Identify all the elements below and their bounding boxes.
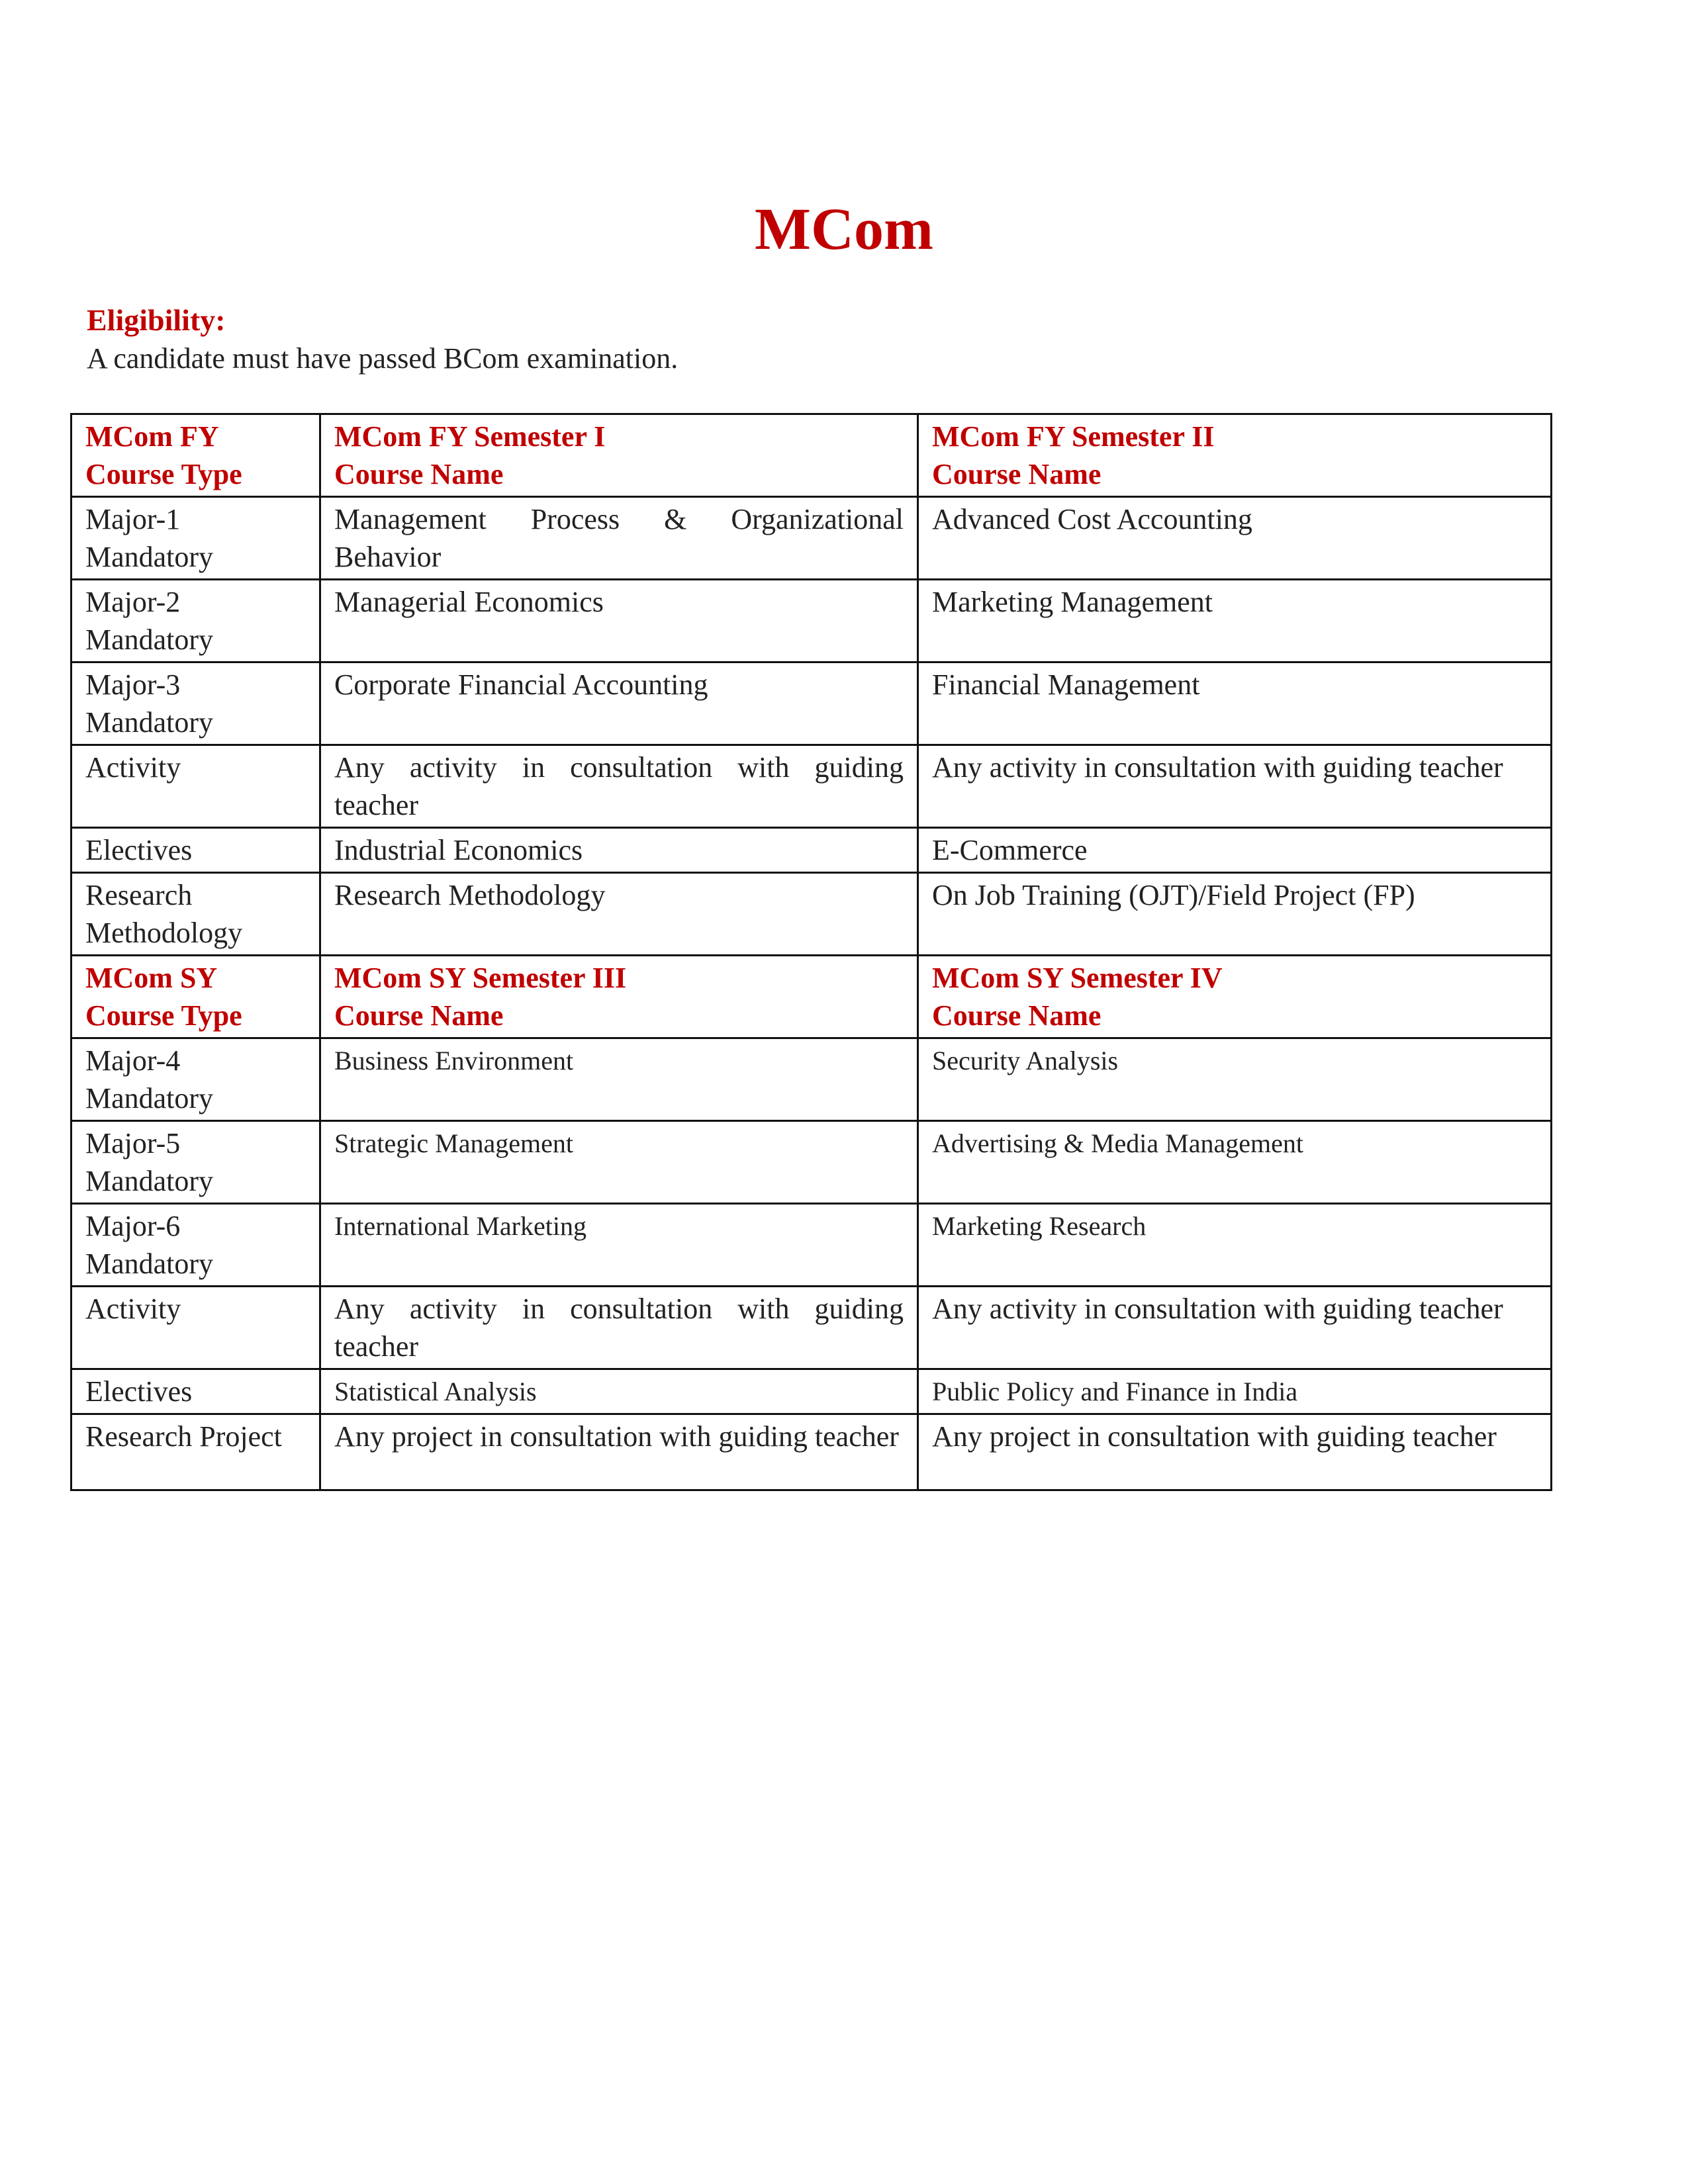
header-line: Course Name xyxy=(932,999,1102,1032)
course-type-cell: Research Methodology xyxy=(71,873,320,956)
eligibility-section xyxy=(87,301,1543,378)
course-name-cell: Any activity in consultation with guiding teacher xyxy=(320,745,918,828)
course-type-cell: Electives xyxy=(71,1369,320,1414)
table-row xyxy=(71,1121,1552,1204)
course-name-cell: Business Environment xyxy=(320,1038,918,1121)
eligibility-heading: Eligibility: xyxy=(87,303,226,337)
course-name-cell: Corporate Financial Accounting xyxy=(320,662,918,745)
course-name-cell: Marketing Research xyxy=(918,1204,1552,1287)
course-name-cell: International Marketing xyxy=(320,1204,918,1287)
course-name-cell: Public Policy and Finance in India xyxy=(918,1369,1552,1414)
table-row xyxy=(71,1204,1552,1287)
course-name-cell: Advanced Cost Accounting xyxy=(918,497,1552,580)
course-name-cell: Any project in consultation with guiding teacher xyxy=(918,1414,1552,1490)
course-name-cell: E-Commerce xyxy=(918,828,1552,873)
course-type-cell: Major-2 Mandatory xyxy=(71,580,320,662)
header-line: MCom SY xyxy=(85,962,218,994)
table-row xyxy=(71,745,1552,828)
course-type-cell: Major-3 Mandatory xyxy=(71,662,320,745)
course-name-cell: Research Methodology xyxy=(320,873,918,956)
course-type-cell: Activity xyxy=(71,745,320,828)
header-line: MCom SY Semester IV xyxy=(932,962,1223,994)
page-title: MCom xyxy=(755,197,933,262)
course-name-cell: On Job Training (OJT)/Field Project (FP) xyxy=(918,873,1552,956)
course-name-cell: Statistical Analysis xyxy=(320,1369,918,1414)
sy-header-row xyxy=(71,956,1552,1038)
course-name-cell: Any activity in consultation with guiding teacher xyxy=(918,745,1552,828)
header-line: MCom FY Semester I xyxy=(334,420,606,453)
course-name-cell: Any project in consultation with guiding teacher xyxy=(320,1414,918,1490)
course-name-cell: Any activity in consultation with guiding teacher xyxy=(320,1287,918,1369)
table-row xyxy=(71,497,1552,580)
course-type-cell: Electives xyxy=(71,828,320,873)
header-line: Course Type xyxy=(85,458,242,490)
course-type-cell: Major-4 Mandatory xyxy=(71,1038,320,1121)
course-name-cell: Managerial Economics xyxy=(320,580,918,662)
header-line: Course Name xyxy=(932,458,1102,490)
table-row xyxy=(71,873,1552,956)
header-line: MCom FY xyxy=(85,420,219,453)
course-type-cell: Major-1 Mandatory xyxy=(71,497,320,580)
course-name-cell: Industrial Economics xyxy=(320,828,918,873)
header-line: Course Name xyxy=(334,458,504,490)
course-name-cell: Financial Management xyxy=(918,662,1552,745)
table-row xyxy=(71,828,1552,873)
table-row xyxy=(71,1287,1552,1369)
table-row xyxy=(71,580,1552,662)
fy-header-row xyxy=(71,414,1552,497)
table-row xyxy=(71,1369,1552,1414)
course-type-cell: Activity xyxy=(71,1287,320,1369)
fy-sem2-header xyxy=(918,414,1552,497)
header-line: MCom FY Semester II xyxy=(932,420,1215,453)
eligibility-text: A candidate must have passed BCom examination. xyxy=(87,342,679,375)
course-name-cell: Marketing Management xyxy=(918,580,1552,662)
course-name-cell: Advertising & Media Management xyxy=(918,1121,1552,1204)
table-row xyxy=(71,1414,1552,1490)
course-type-cell: Major-5 Mandatory xyxy=(71,1121,320,1204)
header-line: Course Name xyxy=(334,999,504,1032)
course-name-cell: Management Process & Organizational Behavior xyxy=(320,497,918,580)
table-row xyxy=(71,1038,1552,1121)
sy-course-type-header xyxy=(71,956,320,1038)
course-name-cell: Any activity in consultation with guiding teacher xyxy=(918,1287,1552,1369)
header-line: Course Type xyxy=(85,999,242,1032)
curriculum-table xyxy=(70,413,1552,1491)
course-name-cell: Strategic Management xyxy=(320,1121,918,1204)
course-name-cell: Security Analysis xyxy=(918,1038,1552,1121)
fy-course-type-header xyxy=(71,414,320,497)
fy-sem1-header xyxy=(320,414,918,497)
sy-sem4-header xyxy=(918,956,1552,1038)
sy-sem3-header xyxy=(320,956,918,1038)
header-line: MCom SY Semester III xyxy=(334,962,627,994)
table-row xyxy=(71,662,1552,745)
course-type-cell: Major-6 Mandatory xyxy=(71,1204,320,1287)
course-type-cell: Research Project xyxy=(71,1414,320,1490)
